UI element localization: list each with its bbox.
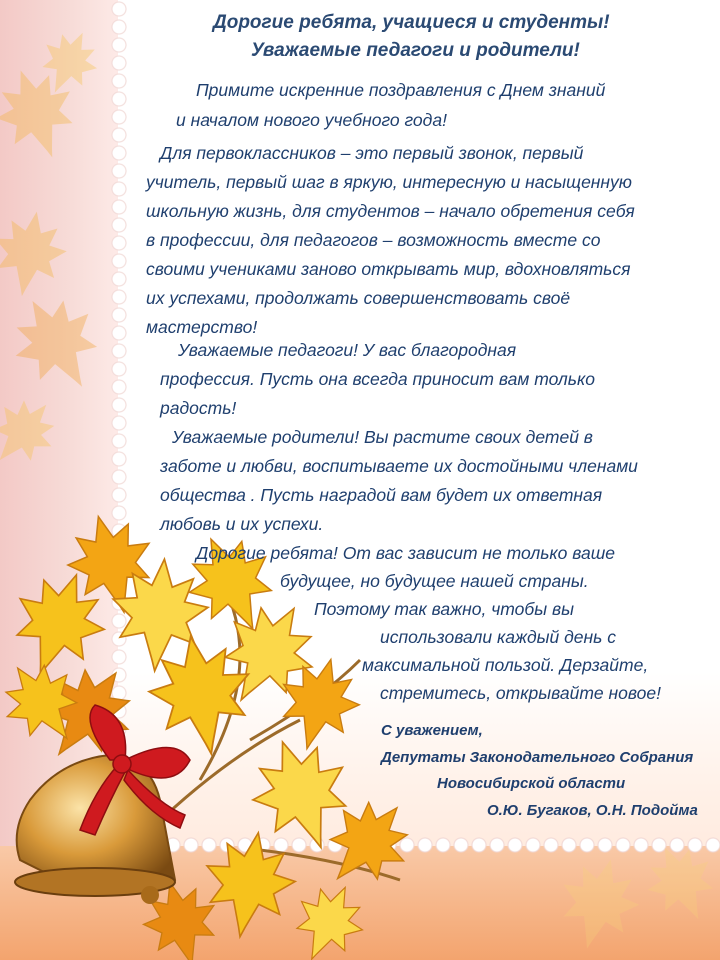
paragraph-line: мастерство! <box>146 317 258 337</box>
greeting-line: и началом нового учебного года! <box>176 110 447 130</box>
paragraph-line: своими учениками заново открывать мир, вдохновляться <box>146 259 631 279</box>
paragraph-line: Уважаемые родители! Вы растите своих детей в <box>172 427 593 447</box>
title-line-2: Уважаемые педагоги и родители! <box>251 40 580 61</box>
signature-names: О.Ю. Бугаков, О.Н. Подойма <box>487 802 698 819</box>
paragraph-line: будущее, но будущее нашей страны. <box>280 571 589 591</box>
paragraph-line: максимальной пользой. Дерзайте, <box>362 655 649 675</box>
paragraph-line: профессия. Пусть она всегда приносит вам только <box>160 369 595 389</box>
signature-line: С уважением, <box>381 722 483 739</box>
paragraph-line: общества . Пусть наградой вам будет их ответная <box>160 485 603 505</box>
paragraph-line: радость! <box>160 398 237 418</box>
paragraph-line: заботе и любви, воспитываете их достойными членами <box>160 456 638 476</box>
paragraph-line: в профессии, для педагогов – возможность вместе со <box>146 230 601 250</box>
signature-line: Новосибирской области <box>437 775 626 792</box>
greeting-line: Примите искренние поздравления с Днем знаний <box>196 80 606 100</box>
maple-leaf-icon <box>0 21 118 480</box>
paragraph-line: Поэтому так важно, чтобы вы <box>314 599 574 619</box>
paragraph-line: Дорогие ребята! От вас зависит не только ваше <box>196 543 616 563</box>
paragraph-line: стремитесь, открывайте новое! <box>380 683 661 703</box>
paragraph-line: их успехами, продолжать совершенствовать своё <box>146 288 571 308</box>
paragraph-line: учитель, первый шаг в яркую, интересную и насыщенную <box>146 172 632 192</box>
paragraph-line: школьную жизнь, для студентов – начало обретения себя <box>146 201 635 221</box>
paragraph-line: Уважаемые педагоги! У вас благородная <box>178 340 517 360</box>
title-line-1: Дорогие ребята, учащиеся и студенты! <box>213 12 610 33</box>
paragraph-line: любовь и их успехи. <box>160 514 324 534</box>
paragraph-line: использовали каждый день с <box>380 627 616 647</box>
paragraph-line: Для первоклассников – это первый звонок, первый <box>160 143 584 163</box>
signature-line: Депутаты Законодательного Собрания <box>381 749 694 766</box>
